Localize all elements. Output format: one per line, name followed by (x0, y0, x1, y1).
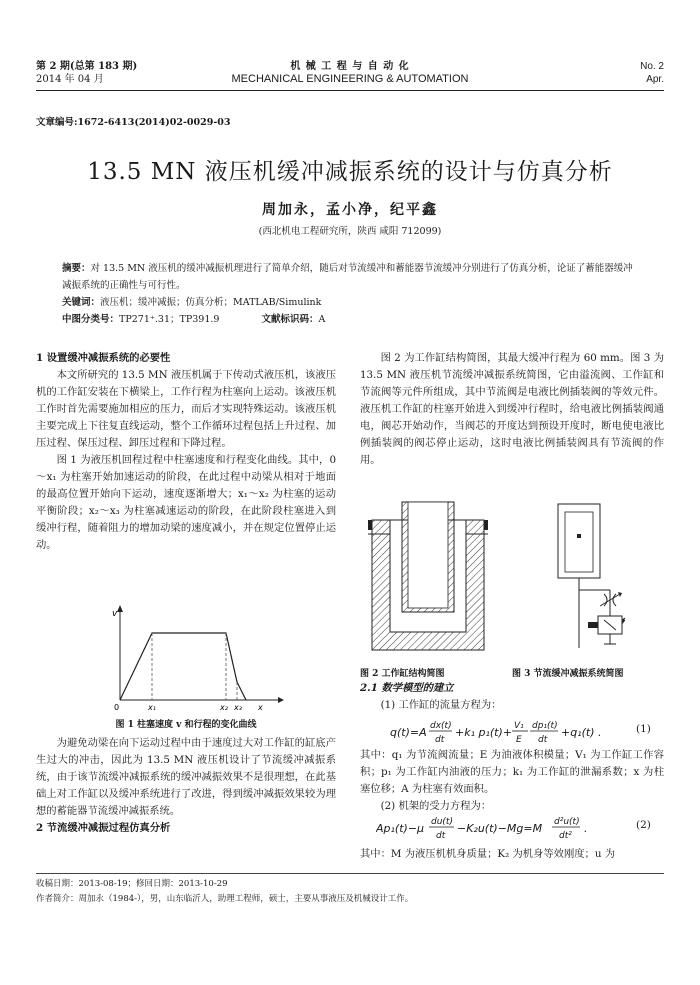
svg-text:q(t)=A: q(t)=A (390, 726, 427, 739)
x-axis-label: x (258, 703, 263, 712)
svg-text:V₁: V₁ (514, 721, 524, 731)
equation-1-number: (1) (636, 723, 651, 735)
tick-x3: x₃ (234, 703, 242, 712)
item-1: (1) 工作缸的流量方程为： (380, 699, 502, 711)
clc-code: TP271⁺.31；TP391.9 (119, 314, 220, 325)
svg-text:du(t): du(t) (431, 817, 453, 827)
footnote (36, 877, 413, 907)
svg-text:.: . (584, 822, 588, 835)
svg-text:dt²: dt² (559, 831, 572, 841)
svg-text:d²u(t): d²u(t) (554, 817, 580, 827)
fig1-velocity-curve (100, 600, 290, 712)
y-axis-arrow (117, 605, 123, 612)
paragraph: 图 1 为液压机回程过程中柱塞速度和行程变化曲线。其中，0～x₁ 为柱塞开始加速运动的阶段，在此过程中动梁从相对于地面的最高位置开始向下运动，速度逐渐增大；x₁～x₂ 为柱塞的运动平衡阶段；x₂～x₃ 为柱塞减速运动的阶段，在此阶段柱塞进入到缓冲行程，随着阻力的增加动梁的速度减小，并在规定位置停止运动。 (36, 454, 336, 551)
section-1-title: 1 设置缓冲减振系统的必要性 (36, 352, 171, 364)
x-axis-arrow (278, 697, 284, 703)
seal-right (484, 520, 488, 530)
abstract-text: 对 13.5 MN 液压机的缓冲减振机理进行了简单介绍，随后对节流缓冲和蓄能器节流缓冲分别进行了仿真分析，论证了蓄能器缓冲减振系统的正确性与可行性。 (62, 263, 633, 291)
y-axis-label: v (112, 609, 118, 619)
svg-text:Ap₁(t)−μ: Ap₁(t)−μ (376, 822, 425, 835)
equation-2-render (376, 813, 638, 843)
where-2: 其中：M 为液压机机身质量；K₂ 为机身等效刚度；u 为 (360, 848, 616, 860)
abstract-label: 摘要： (62, 263, 91, 274)
left-column-lower (36, 735, 336, 837)
clc-label: 中图分类号： (62, 314, 120, 325)
author-bio: 作者简介：周加永（1984-），男，山东临沂人，助理工程师，硕士，主要从事液压及机械设计工作。 (36, 894, 414, 904)
article-number: 文章编号:1672-6413(2014)02-0029-03 (36, 117, 231, 128)
journal-issue (36, 60, 137, 86)
work-cylinder (558, 504, 600, 578)
svg-text:+q₁(t) .: +q₁(t) . (561, 726, 602, 739)
journal-issue-en (640, 60, 664, 86)
svg-text:dt: dt (435, 735, 445, 745)
authors: 周加永，孟小净，纪平鑫 (262, 202, 438, 218)
issue-number: 第 2 期(总第 183 期) (36, 61, 138, 72)
right-column-where (360, 747, 664, 815)
fig2-caption: 图 2 工作缸结构简图 (360, 669, 445, 679)
seal-left (368, 520, 372, 530)
journal-name-cn: 机 械 工 程 与 自 动 化 (290, 61, 410, 72)
svg-text:dx(t): dx(t) (430, 721, 452, 731)
relief-arrow (604, 620, 616, 630)
equation-1-render (390, 717, 636, 747)
tick-x2: x₂ (220, 703, 228, 712)
affiliation: (西北机电工程研究所，陕西 咸阳 712099) (258, 226, 442, 237)
fig1-caption: 图 1 柱塞速度 v 和行程的变化曲线 (115, 720, 257, 730)
abstract (62, 260, 640, 294)
velocity-curve (120, 633, 246, 700)
equation-1 (390, 717, 636, 747)
tick-x1: x₁ (148, 703, 156, 712)
keywords-text: 液压机；缓冲减振；仿真分析；MATLAB/Simulink (100, 297, 322, 308)
paragraph: 本文所研究的 13.5 MN 液压机属于下传动式液压机，该液压机的工作缸安装在下横梁上，工作行程为柱塞向上运动。该液压机工作时首先需要施加相应的压力，而后才实现特殊运动。该液压机主要完成上下往复直线运动，整个工作循环过程包括上升过程、加压过程、保压过程、卸压过程和下降过程。 (36, 369, 336, 449)
doc-code-label: 文献标识码： (261, 314, 319, 325)
issue-date: 2014 年 04 月 (36, 74, 104, 85)
valve-pilot (588, 622, 598, 628)
cylinder-mark (577, 534, 581, 538)
left-column (36, 350, 336, 554)
doc-code: A (318, 314, 326, 325)
plunger-core (408, 502, 448, 608)
footnote-rule (36, 873, 664, 874)
svg-text:dt: dt (436, 831, 446, 841)
svg-text:dp₁(t): dp₁(t) (532, 721, 558, 731)
keywords (62, 294, 640, 311)
right-column-end (360, 846, 664, 863)
received-dates: 收稿日期：2013-08-19；修回日期：2013-10-29 (36, 879, 228, 889)
fig2-cylinder-diagram (368, 498, 488, 658)
subsection-2-1-title: 2.1 数学模型的建立 (360, 682, 454, 694)
journal-name-en: MECHANICAL ENGINEERING & AUTOMATION (231, 73, 469, 85)
fig3-caption: 图 3 节流缓冲减振系统简图 (512, 669, 624, 679)
paragraph: 图 2 为工作缸结构简图，其最大缓冲行程为 60 mm。图 3 为 13.5 MN 液压机节流缓冲减振系统简图，它由溢流阀、工作缸和节流阀等元件所组成，其中节流阀是电液比例插装阀的等效元件。液压机工作缸的柱塞开始进入到缓冲行程时，给电液比例插装阀通电，阀芯开始动作，当阀芯的开度达到预设开度时，断电使电液比例插装阀的阀芯停止运动，这时电液比例插装阀具有节流阀的作用。 (360, 352, 664, 466)
svg-text:−K₂u(t)−Mg=M: −K₂u(t)−Mg=M (457, 822, 543, 835)
classification (62, 311, 640, 328)
svg-text:+k₁ p₁(t)+: +k₁ p₁(t)+ (455, 726, 512, 739)
where-1: 其中：q₁ 为节流阀流量；E 为油液体积模量；V₁ 为工作缸工作容积；p₁ 为工作缸内油液的压力；k₁ 为工作缸的泄漏系数；x 为柱塞位移；A 为柱塞有效面积。 (360, 749, 664, 795)
equation-2-number: (2) (636, 819, 651, 831)
equation-2 (376, 813, 638, 843)
cylinder-plunger (565, 512, 593, 572)
section-2-title: 2 节流缓冲减振过程仿真分析 (36, 822, 171, 834)
origin-label: 0 (114, 703, 120, 712)
keywords-label: 关键词： (62, 297, 101, 308)
svg-text:E: E (516, 735, 522, 745)
fig3-system-diagram (548, 498, 628, 658)
item-2: (2) 机架的受力方程为： (380, 800, 492, 812)
abstract-block (62, 260, 640, 328)
paragraph: 为避免动梁在向下运动过程中由于速度过大对工作缸的缸底产生过大的冲击，因此为 13.5 MN 液压机设计了节流缓冲减振系统，由于该节流缓冲减振系统的缓冲减振效果不是很理想，在此基础上对工作缸以及缓冲系统进行了改进，得到缓冲减振效果较为理想的蓄能器节流缓冲减振系统。 (36, 737, 336, 817)
issue-no-en: No. 2 (640, 61, 664, 72)
journal-name (200, 60, 500, 86)
right-column-lower (360, 680, 664, 714)
issue-month-en: Apr. (646, 74, 664, 85)
svg-text:dt: dt (538, 735, 548, 745)
paper-title: 13.5 MN 液压机缓冲减振系统的设计与仿真分析 (87, 159, 613, 185)
header-rule (36, 90, 664, 91)
right-column (360, 350, 664, 469)
